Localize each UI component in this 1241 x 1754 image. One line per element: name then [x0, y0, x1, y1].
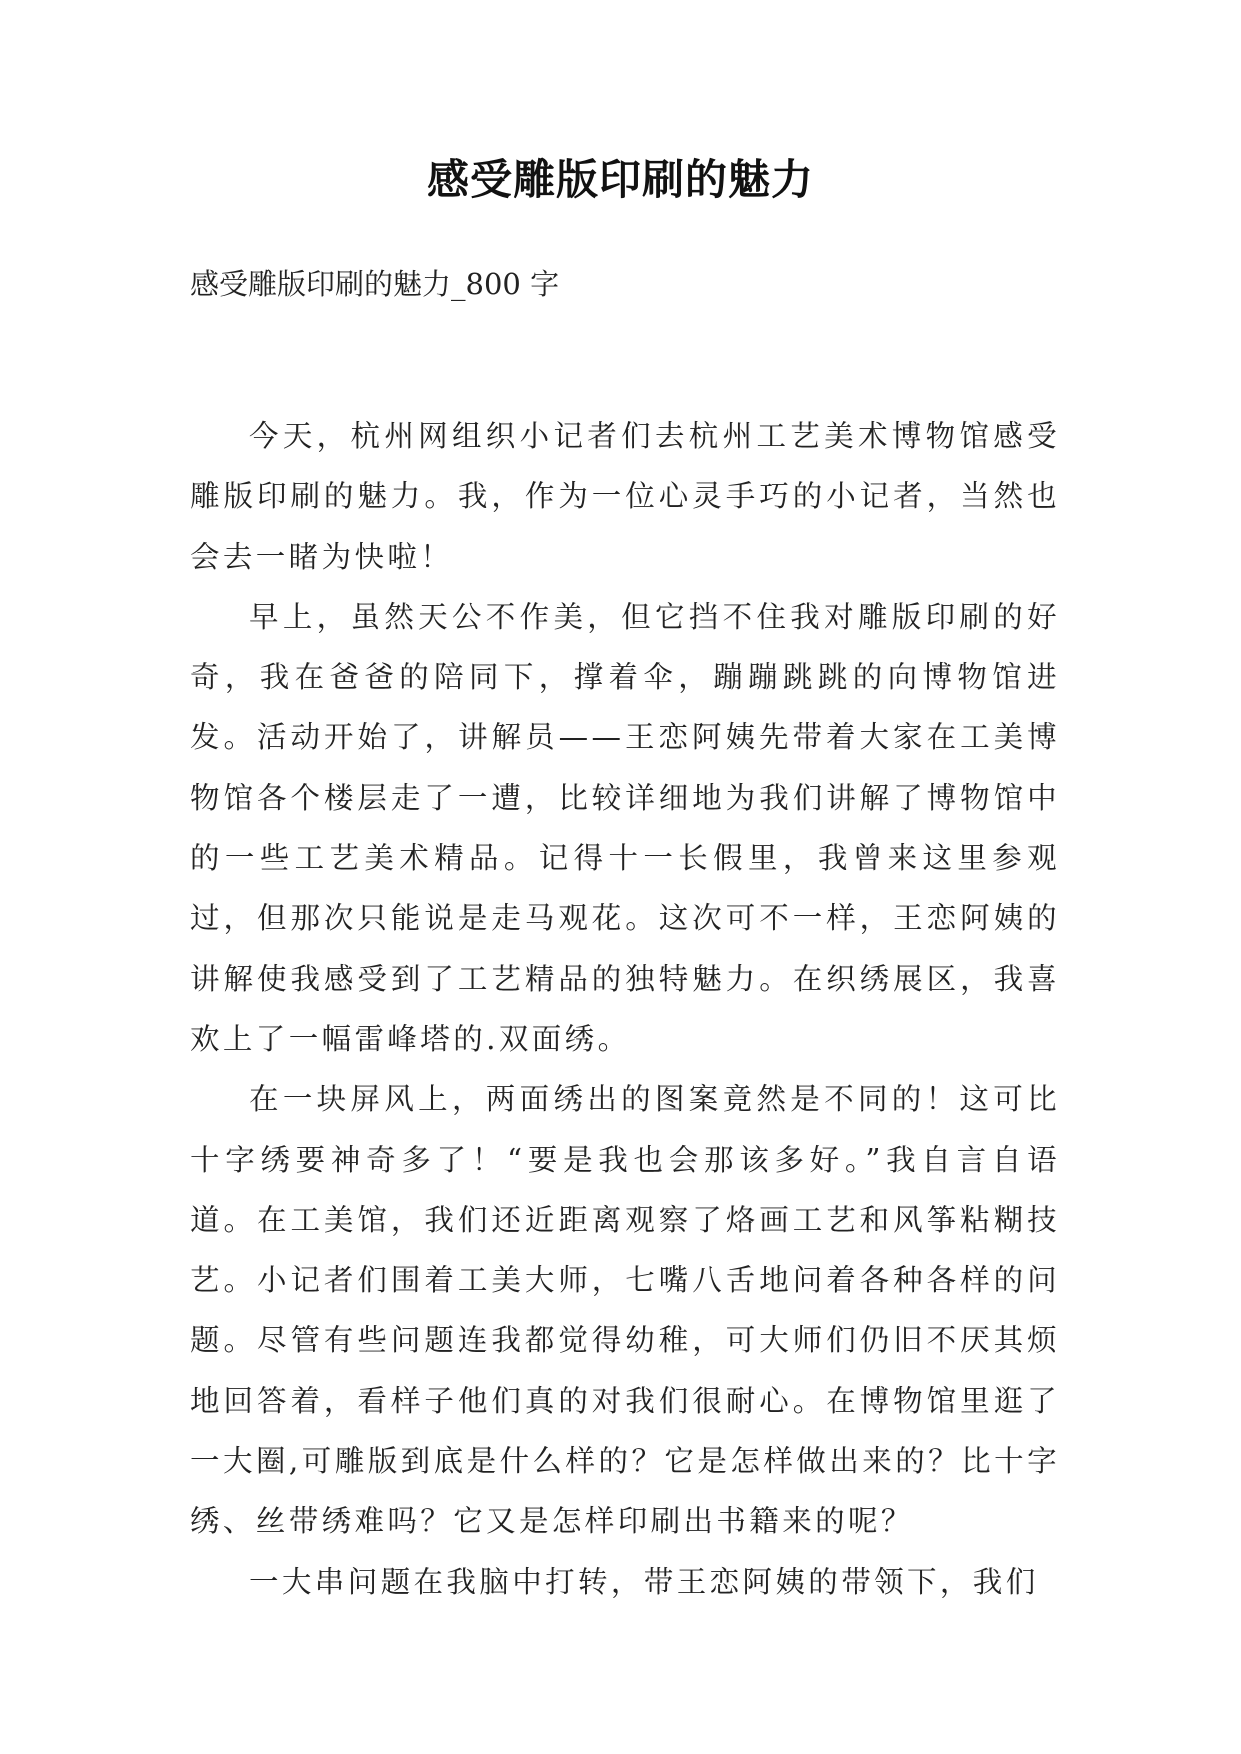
document-subtitle: 感受雕版印刷的魅力_800 字	[190, 267, 560, 301]
body-paragraph: 在一块屏风上，两面绣出的图案竟然是不同的！这可比十字绣要神奇多了！“要是我也会那该多好。”我自言自语道。在工美馆，我们还近距离观察了烙画工艺和风筝粘糊技艺。小记者们围着工美大师，七嘴八舌地问着各种各样的问题。尽管有些问题连我都觉得幼稚，可大师们仍旧不厌其烦地回答着，看样子他们真的对我们很耐心。在博物馆里逛了一大圈,可雕版到底是什么样的？它是怎样做出来的？比十字绣、丝带绣难吗？它又是怎样印刷出书籍来的呢？	[190, 1082, 1060, 1539]
body-paragraph: 一大串问题在我脑中打转，带王恋阿姨的带领下，我们	[249, 1564, 1039, 1599]
document-body	[190, 406, 1060, 1612]
document-title: 感受雕版印刷的魅力	[426, 155, 814, 204]
body-paragraph: 早上，虽然天公不作美，但它挡不住我对雕版印刷的好奇，我在爸爸的陪同下，撑着伞，蹦蹦跳跳的向博物馆进发。活动开始了，讲解员——王恋阿姨先带着大家在工美博物馆各个楼层走了一遭，比较详细地为我们讲解了博物馆中的一些工艺美术精品。记得十一长假里，我曾来这里参观过，但那次只能说是走马观花。这次可不一样，王恋阿姨的讲解使我感受到了工艺精品的独特魅力。在织绣展区，我喜欢上了一幅雷峰塔的.双面绣。	[190, 599, 1060, 1056]
body-paragraph: 今天，杭州网组织小记者们去杭州工艺美术博物馆感受雕版印刷的魅力。我，作为一位心灵手巧的小记者，当然也会去一睹为快啦！	[190, 419, 1060, 574]
